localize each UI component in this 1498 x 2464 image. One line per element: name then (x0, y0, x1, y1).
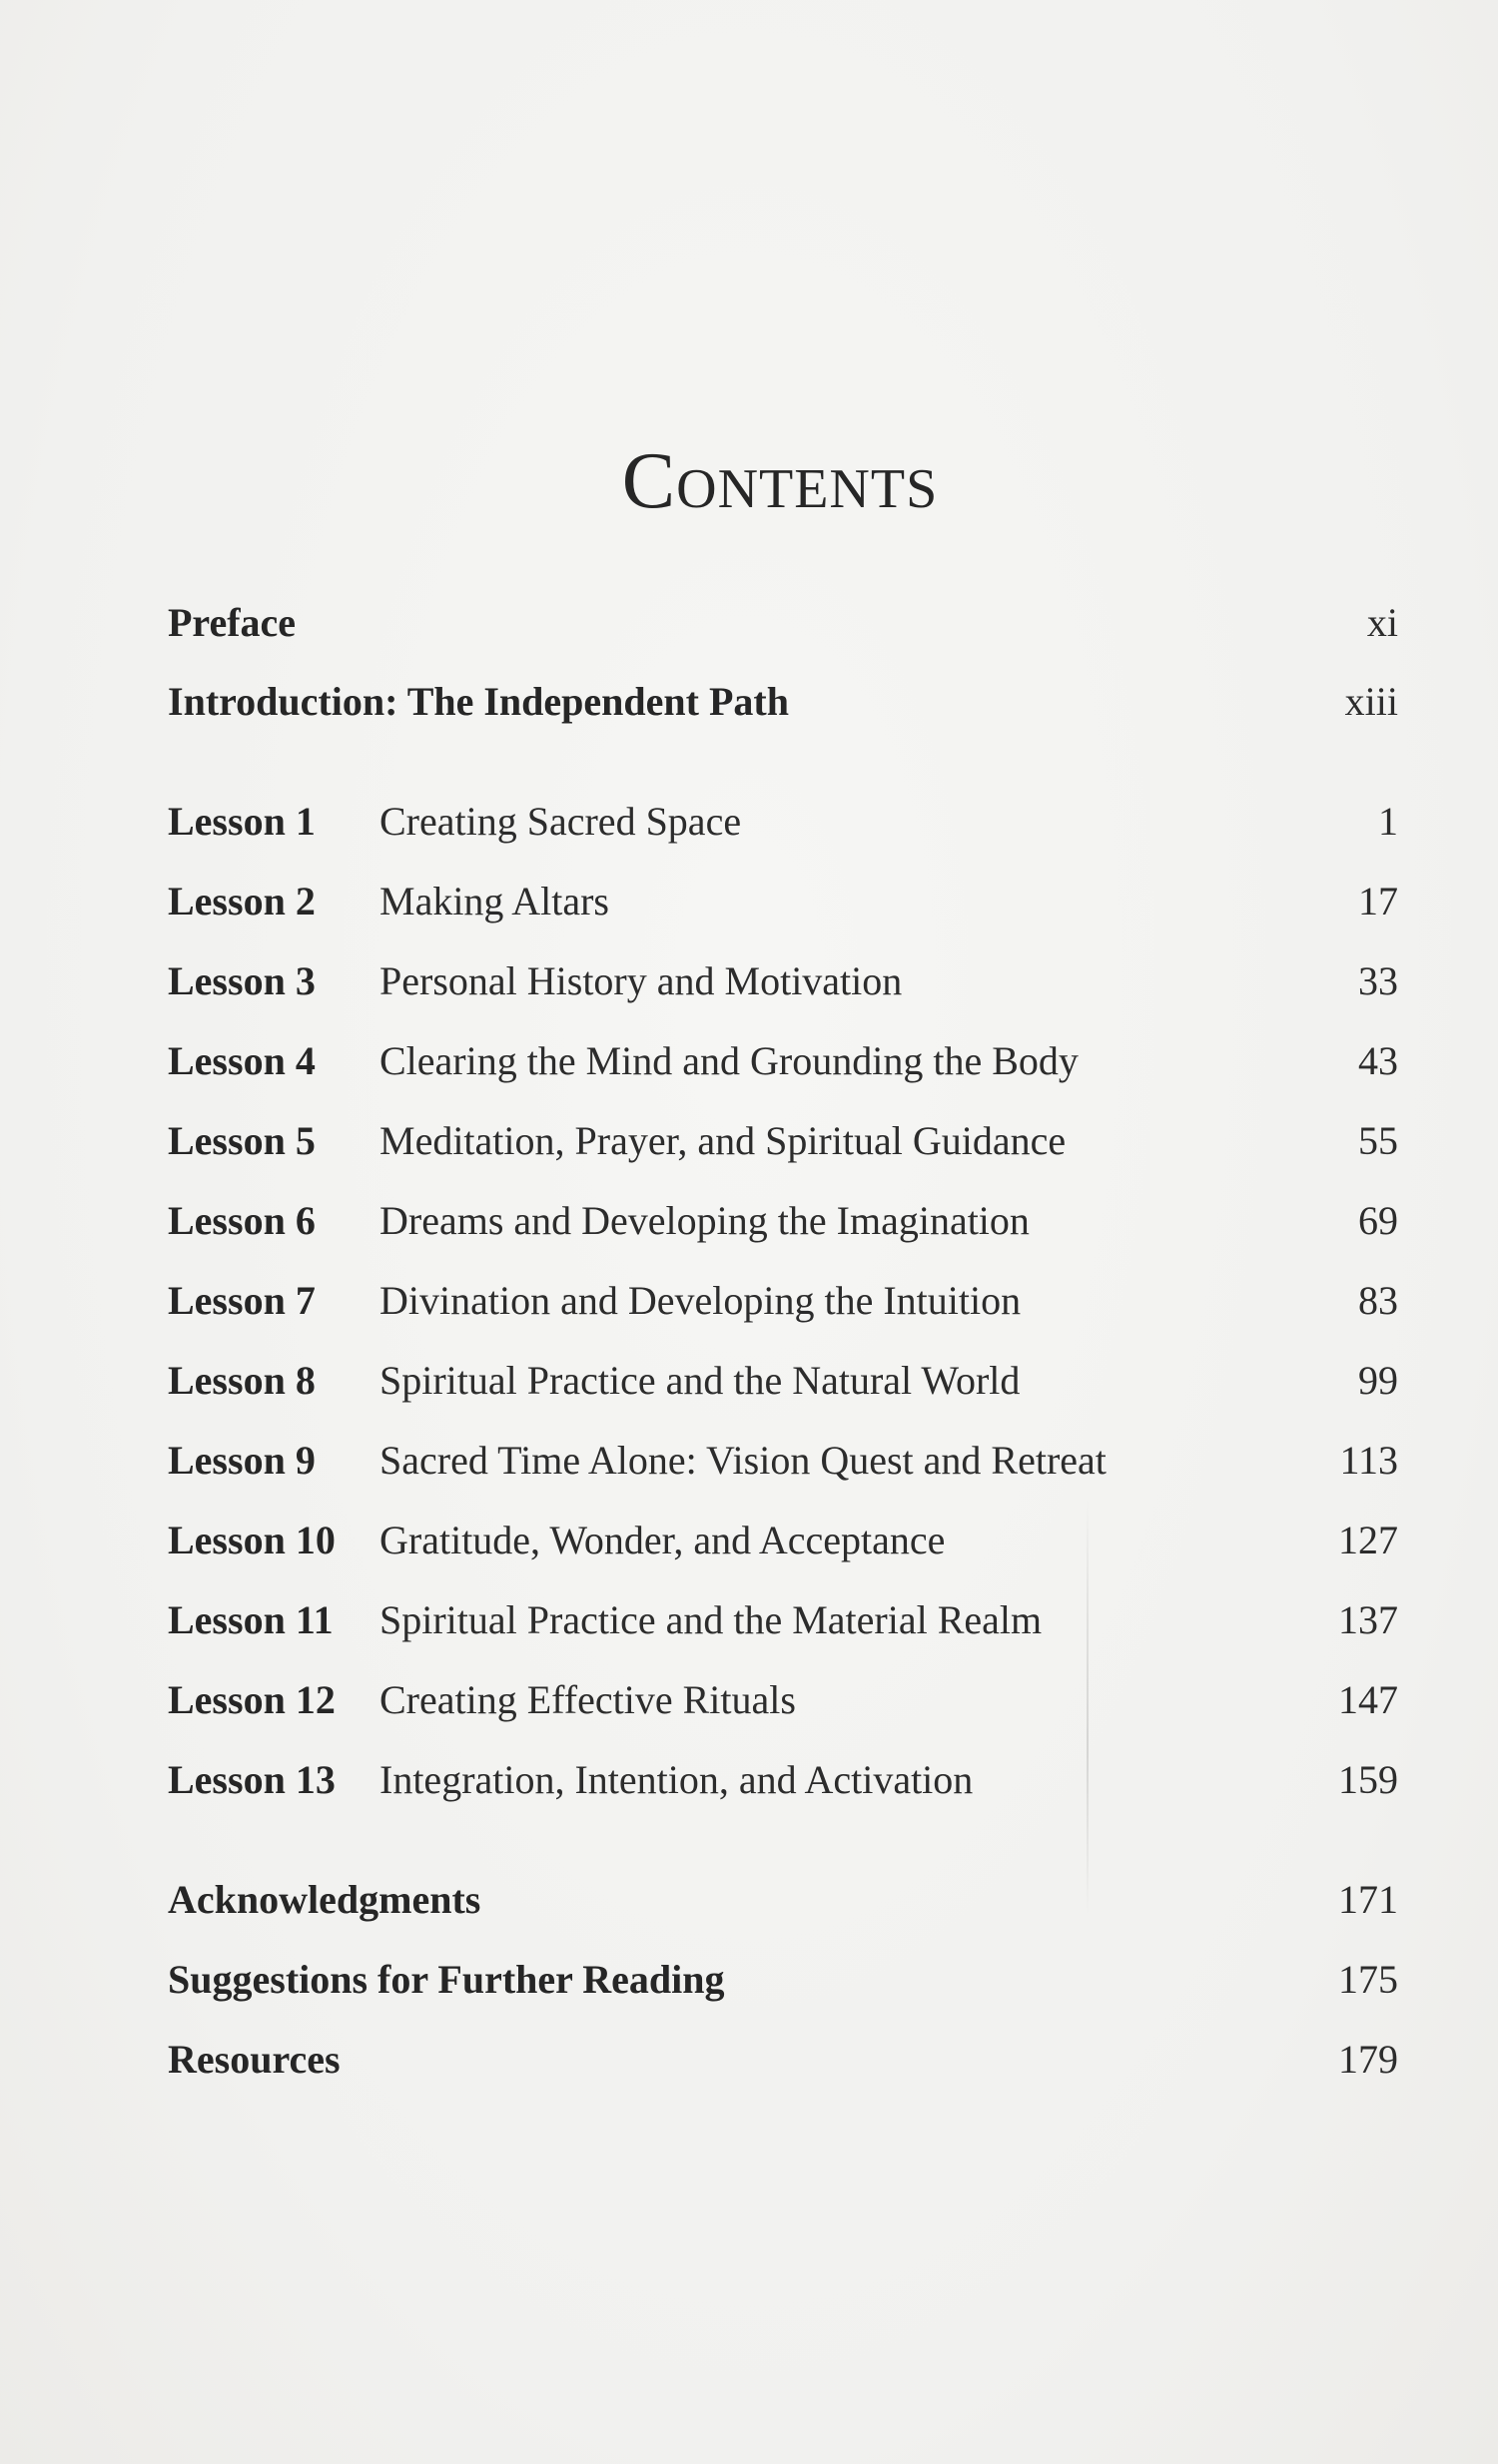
entry-page: xi (1366, 600, 1398, 645)
entry-page: 55 (1358, 1118, 1398, 1163)
lesson-number: Lesson 12 (168, 1677, 336, 1722)
toc-entry-introduction (168, 672, 1398, 732)
toc-entry-lesson-11 (168, 1590, 1398, 1650)
toc-entry-lesson-12 (168, 1670, 1398, 1730)
lesson-title: Sacred Time Alone: Vision Quest and Retreat (379, 1438, 1107, 1483)
toc-entry-lesson-13 (168, 1750, 1398, 1810)
lesson-number: Lesson 2 (168, 879, 316, 924)
entry-page: 179 (1338, 2037, 1398, 2082)
toc-entry-further-reading (168, 1950, 1398, 2010)
toc-entry-resources (168, 2030, 1398, 2090)
lesson-title: Personal History and Motivation (379, 958, 903, 1003)
entry-label: Acknowledgments (168, 1877, 481, 1922)
entry-label: Suggestions for Further Reading (168, 1957, 725, 2002)
lesson-number: Lesson 8 (168, 1358, 316, 1403)
entry-page: 83 (1358, 1278, 1398, 1323)
entry-page: 69 (1358, 1198, 1398, 1243)
lesson-number: Lesson 11 (168, 1597, 334, 1642)
lesson-number: Lesson 5 (168, 1118, 316, 1163)
lesson-title: Creating Effective Rituals (379, 1677, 796, 1722)
toc-entry-lesson-8 (168, 1351, 1398, 1411)
entry-page: xiii (1344, 679, 1398, 724)
entry-label: Introduction: The Independent Path (168, 679, 789, 724)
entry-page: 1 (1378, 799, 1398, 844)
entry-page: 137 (1338, 1597, 1398, 1642)
lesson-title: Meditation, Prayer, and Spiritual Guidance (379, 1118, 1067, 1163)
lesson-number: Lesson 9 (168, 1438, 316, 1483)
lesson-number: Lesson 13 (168, 1757, 336, 1802)
entry-page: 33 (1358, 958, 1398, 1003)
entry-page: 175 (1338, 1957, 1398, 2002)
toc-entry-lesson-6 (168, 1191, 1398, 1251)
lesson-title: Gratitude, Wonder, and Acceptance (379, 1518, 946, 1562)
entry-label: Preface (168, 600, 297, 645)
lesson-title: Integration, Intention, and Activation (379, 1757, 974, 1802)
lesson-number: Lesson 3 (168, 958, 316, 1003)
lesson-title: Spiritual Practice and the Material Realm (379, 1597, 1043, 1642)
toc-entry-lesson-2 (168, 872, 1398, 931)
entry-page: 113 (1339, 1438, 1398, 1483)
lesson-title: Creating Sacred Space (379, 799, 742, 844)
toc-entry-lesson-5 (168, 1111, 1398, 1171)
entry-page: 99 (1358, 1358, 1398, 1403)
lesson-title: Making Altars (379, 879, 609, 924)
toc-entry-acknowledgments (168, 1870, 1398, 1930)
entry-label: Resources (168, 2037, 341, 2082)
toc-entry-preface (168, 593, 1398, 653)
lesson-title: Dreams and Developing the Imagination (379, 1198, 1030, 1243)
entry-page: 127 (1338, 1518, 1398, 1562)
lesson-title: Spiritual Practice and the Natural World (379, 1358, 1021, 1403)
toc-entry-lesson-3 (168, 951, 1398, 1011)
lesson-number: Lesson 1 (168, 799, 316, 844)
toc-entry-lesson-4 (168, 1031, 1398, 1091)
page-title: Contents (621, 436, 939, 525)
toc-entry-lesson-10 (168, 1511, 1398, 1570)
lesson-title: Divination and Developing the Intuition (379, 1278, 1022, 1323)
lesson-title: Clearing the Mind and Grounding the Body (379, 1038, 1079, 1083)
lesson-number: Lesson 6 (168, 1198, 316, 1243)
entry-page: 43 (1358, 1038, 1398, 1083)
toc-entry-lesson-9 (168, 1431, 1398, 1491)
entry-page: 17 (1358, 879, 1398, 924)
entry-page: 171 (1338, 1877, 1398, 1922)
toc-entry-lesson-7 (168, 1271, 1398, 1331)
toc-entry-lesson-1 (168, 792, 1398, 852)
entry-page: 147 (1338, 1677, 1398, 1722)
lesson-number: Lesson 10 (168, 1518, 336, 1562)
lesson-number: Lesson 7 (168, 1278, 316, 1323)
entry-page: 159 (1338, 1757, 1398, 1802)
lesson-number: Lesson 4 (168, 1038, 316, 1083)
